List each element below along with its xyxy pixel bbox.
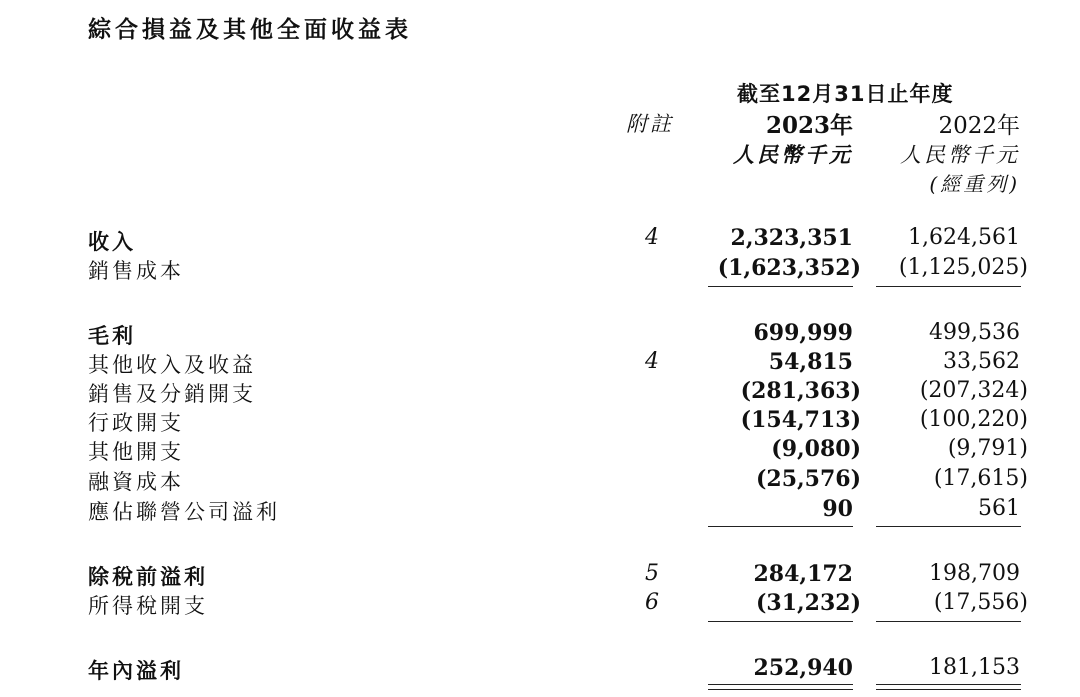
row-label-profit-before-tax: 除稅前溢利: [88, 565, 208, 589]
row-label-other-expenses: 其他開支: [88, 440, 184, 464]
row-value-prior-profit-for-year: 181,153: [929, 655, 1020, 680]
row-value-current-revenue: 2,323,351: [730, 225, 853, 251]
period-header: 截至12月31日止年度: [737, 82, 954, 106]
row-label-revenue: 收入: [88, 230, 136, 254]
row-note-other-income: 4: [645, 349, 659, 374]
row-value-prior-income-tax: (17,556): [933, 590, 1028, 615]
row-value-current-admin-expenses: (154,713): [740, 407, 861, 433]
row-value-current-cost-of-sales: (1,623,352): [717, 255, 861, 281]
currency-current-header: 人民幣千元: [733, 142, 853, 167]
total-double-rule-current-top: [708, 684, 853, 685]
row-value-current-share-of-associates: 90: [822, 496, 853, 522]
year-prior-header: 2022年: [938, 113, 1020, 139]
currency-prior-header: 人民幣千元: [900, 143, 1020, 167]
year-current-header: 2023年: [765, 112, 853, 139]
total-double-rule-prior-top: [876, 684, 1021, 685]
row-label-cost-of-sales: 銷售成本: [88, 259, 184, 283]
row-value-prior-selling-expenses: (207,324): [919, 378, 1028, 403]
row-label-income-tax: 所得稅開支: [88, 594, 208, 618]
row-value-current-finance-costs: (25,576): [755, 466, 861, 492]
row-value-current-selling-expenses: (281,363): [740, 378, 861, 404]
row-value-current-profit-for-year: 252,940: [753, 655, 853, 681]
row-value-prior-share-of-associates: 561: [978, 496, 1020, 521]
row-note-profit-before-tax: 5: [645, 561, 659, 586]
row-note-revenue: 4: [645, 225, 659, 250]
total-double-rule-prior-bottom: [876, 689, 1021, 690]
row-label-admin-expenses: 行政開支: [88, 411, 184, 435]
row-value-prior-gross-profit: 499,536: [929, 320, 1020, 345]
row-value-prior-finance-costs: (17,615): [933, 466, 1028, 491]
row-value-current-profit-before-tax: 284,172: [753, 561, 853, 587]
row-label-share-of-associates: 應佔聯營公司溢利: [88, 500, 280, 524]
row-value-current-gross-profit: 699,999: [753, 320, 853, 346]
row-label-finance-costs: 融資成本: [88, 470, 184, 494]
row-label-other-income: 其他收入及收益: [88, 353, 256, 377]
total-double-rule-current-bottom: [708, 689, 853, 690]
row-value-prior-revenue: 1,624,561: [908, 225, 1020, 250]
note-column-header: 附註: [626, 112, 674, 136]
row-value-current-other-income: 54,815: [768, 349, 853, 375]
row-value-prior-profit-before-tax: 198,709: [929, 561, 1020, 586]
row-note-income-tax: 6: [645, 590, 659, 615]
subtotal-rule-prior-3: [876, 621, 1021, 622]
row-value-current-other-expenses: (9,080): [771, 436, 861, 462]
statement-title: 綜合損益及其他全面收益表: [88, 17, 412, 43]
row-label-gross-profit: 毛利: [88, 324, 136, 348]
row-value-prior-other-expenses: (9,791): [947, 436, 1028, 461]
subtotal-rule-current: [708, 286, 853, 287]
subtotal-rule-prior-2: [876, 526, 1021, 527]
subtotal-rule-current-2: [708, 526, 853, 527]
row-value-prior-cost-of-sales: (1,125,025): [898, 255, 1028, 280]
row-label-profit-for-year: 年內溢利: [88, 659, 184, 683]
row-label-selling-expenses: 銷售及分銷開支: [88, 382, 256, 406]
row-value-current-income-tax: (31,232): [755, 590, 861, 616]
restated-label: (經重列): [929, 172, 1020, 196]
row-value-prior-admin-expenses: (100,220): [919, 407, 1028, 432]
row-value-prior-other-income: 33,562: [943, 349, 1020, 374]
subtotal-rule-current-3: [708, 621, 853, 622]
subtotal-rule-prior: [876, 286, 1021, 287]
